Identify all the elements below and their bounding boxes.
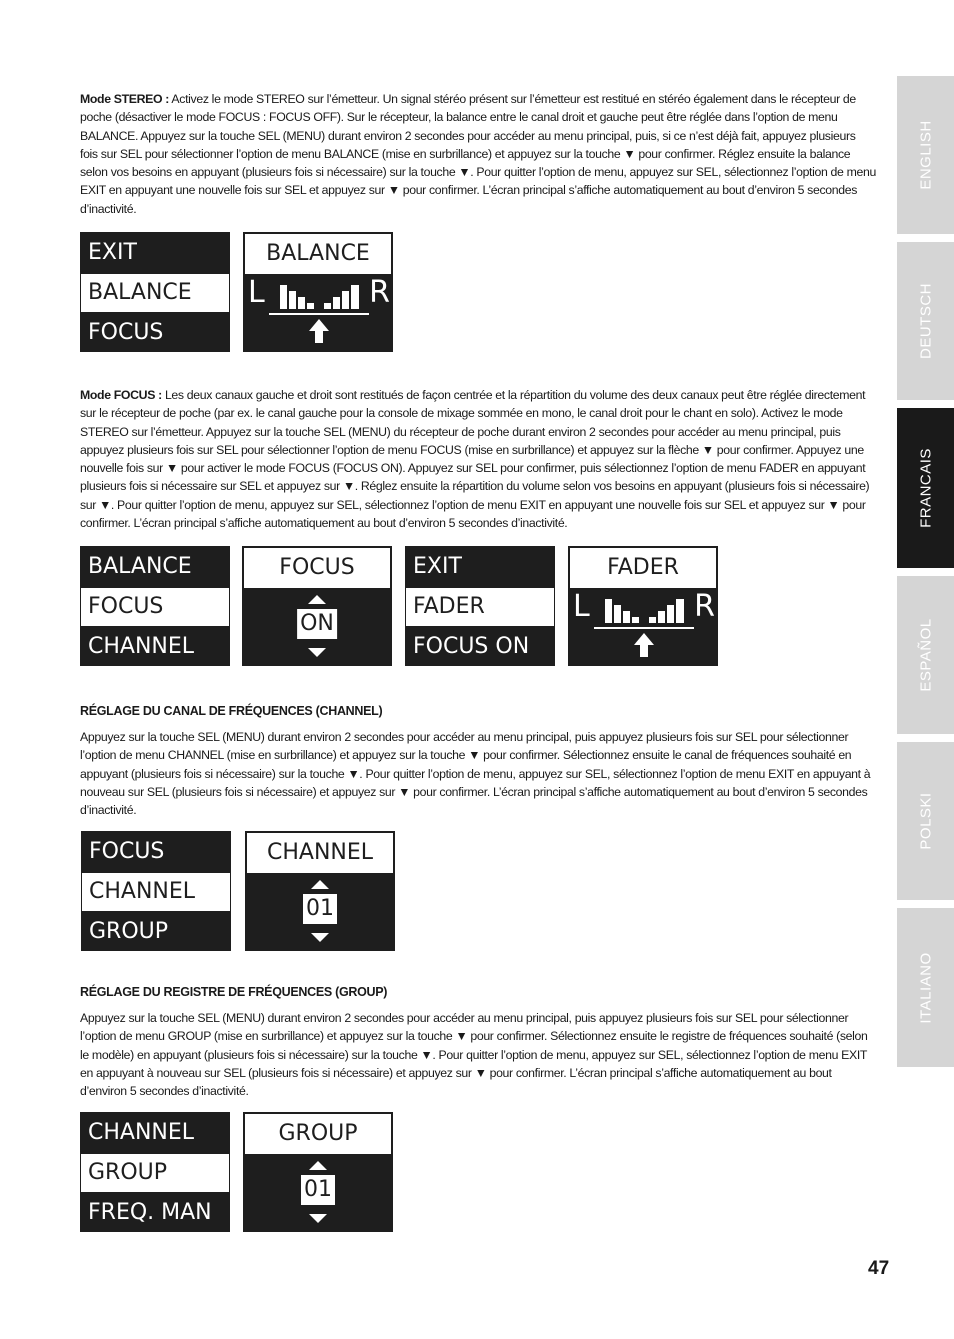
group-heading: RÉGLAGE DU REGISTRE DE FRÉQUENCES (GROUP) [80, 985, 388, 999]
menu-item-selected: FOCUS [81, 588, 229, 626]
lcd-focus-menu [80, 546, 230, 666]
menu-item: CHANNEL [88, 634, 195, 659]
page-number: 47 [868, 1258, 890, 1279]
balance-left-label: L [248, 275, 265, 310]
tab-english[interactable] [897, 76, 954, 234]
tab-label: FRANCAIS [917, 448, 934, 528]
focus-paragraph [80, 386, 876, 532]
menu-item-selected: BALANCE [81, 274, 229, 312]
value-selector [243, 587, 391, 665]
focus-text: Les deux canaux gauche et droit sont restitués de façon centrée et la répartition du volume des deux canaux peut être réglée directement sur le récepteur de poche (par ex. le canal gauche pour la console de mixage sommée en mono, le canal droit pour le chant en solo). Activez le mode STEREO sur l’émetteur. Appuyez sur la touche SEL (MENU) du récepteur de poche durant environ 2 secondes pour accéder au menu principal, puis appuyez plusieurs fois sur SEL pour sélectionner l’option de menu FOCUS (mise en surbrillance) et appuyez sur la flèche ▼ pour confirmer. Appuyez une nouvelle fois sur ▼ pour activer le mode FOCUS (FOCUS ON). Appuyez sur SEL pour confirmer, puis sélectionnez l’option de menu FADER en appuyant plusieurs fois si nécessaire sur SEL et appuyez sur ▼. Réglez ensuite la répartition du volume selon vos besoins en appuyant (plusieurs fois si nécessaire) sur ▼. Pour quitter l’option de menu, appuyez sur SEL, sélectionnez l’option de menu EXIT en appuyant une nouvelle fois sur SEL et appuyez sur ▼ pour confirmer. L’écran principal s’affiche automatiquement au bout d’environ 5 secondes d’inactivité. [80, 388, 870, 531]
fader-left-label: L [573, 589, 590, 624]
arrow-down-icon [308, 648, 326, 657]
tab-deutsch[interactable] [897, 242, 954, 400]
fader-meter [569, 587, 717, 665]
lcd-title: GROUP [245, 1114, 391, 1154]
value-selector [244, 1153, 392, 1231]
arrow-up-icon [309, 1161, 327, 1170]
balance-meter [244, 273, 392, 351]
stereo-text: Activez le mode STEREO sur l’émetteur. Un signal stéréo présent sur l’émetteur est restitué en stéréo également dans le récepteur de poche (désactiver le mode FOCUS : FOCUS OFF). Sur le récepteur, la balance entre le canal droit et gauche peut être réglée dans l’option de menu BALANCE. Appuyez sur la touche SEL (MENU) durant environ 2 secondes pour accéder au menu principal, puis, si ce n’est déjà fait, appuyez plusieurs fois sur SEL pour sélectionner l’option de menu BALANCE (mise en surbrillance) et appuyez sur la touche ▼ pour confirmer. Réglez ensuite la balance selon vos besoins en appuyant (plusieurs fois si nécessaire) sur la touche ▼. Pour quitter l’option de menu, appuyez sur SEL, sélectionnez l’option de menu EXIT en appuyant une nouvelle fois sur SEL et appuyez sur ▼ pour confirmer. L’écran principal s’affiche automatiquement au bout d’environ 5 secondes d’inactivité. [80, 92, 876, 216]
tab-espanol[interactable] [897, 576, 954, 734]
stereo-label: Mode STEREO : [80, 92, 170, 106]
menu-item: GROUP [89, 919, 169, 944]
lcd-group-value [243, 1112, 393, 1232]
arrow-up-icon [311, 880, 329, 889]
arrow-down-icon [309, 1214, 327, 1223]
menu-item: BALANCE [88, 554, 192, 579]
stereo-paragraph [80, 90, 876, 218]
menu-item-selected: GROUP [81, 1154, 229, 1192]
tab-label: ESPAÑOL [917, 618, 934, 692]
menu-item: CHANNEL [88, 1120, 195, 1145]
group-paragraph: Appuyez sur la touche SEL (MENU) durant environ 2 secondes pour accéder au menu principal, puis appuyez plusieurs fois sur SEL pour sélectionner l’option de menu GROUP (mise en surbrillance) et appuyez sur la touche ▼ pour confirmer. Sélectionnez ensuite le registre de fréquences souhaité (selon le modèle) en appuyant (plusieurs fois si nécessaire) sur la touche ▼. Pour quitter l’option de menu, appuyez sur SEL, sélectionnez l’option de menu EXIT en appuyant à nouveau sur SEL (plusieurs fois si nécessaire) et appuyez sur ▼ pour confirmer. L’écran principal s’affiche automatiquement au bout d’environ 5 secondes d’inactivité. [80, 1011, 868, 1099]
menu-item: EXIT [413, 554, 462, 579]
menu-item: FOCUS ON [413, 634, 530, 659]
tab-polski[interactable] [897, 742, 954, 900]
arrow-down-icon [311, 933, 329, 942]
lcd-channel-menu [81, 831, 231, 951]
lcd-group-menu [80, 1112, 230, 1232]
lcd-value: ON [297, 609, 337, 639]
lcd-value: 01 [303, 894, 337, 924]
menu-item: FOCUS [89, 839, 165, 864]
lcd-value: 01 [301, 1175, 335, 1205]
channel-heading: RÉGLAGE DU CANAL DE FRÉQUENCES (CHANNEL) [80, 704, 383, 718]
lcd-balance [243, 232, 393, 352]
menu-item-selected: CHANNEL [82, 873, 230, 911]
lcd-title: CHANNEL [247, 833, 393, 873]
tab-label: POLSKI [917, 792, 934, 850]
arrow-up-icon [308, 595, 326, 604]
fader-right-label: R [694, 589, 715, 624]
lcd-title: BALANCE [245, 234, 391, 274]
menu-item: EXIT [88, 240, 137, 265]
menu-item: FREQ. MAN [88, 1200, 212, 1225]
lcd-fader [568, 546, 718, 666]
tab-italiano[interactable] [897, 908, 954, 1067]
tab-label: ITALIANO [917, 951, 934, 1024]
lcd-stereo-menu [80, 232, 230, 352]
tab-label: ENGLISH [917, 120, 934, 190]
lcd-title: FADER [570, 548, 716, 588]
menu-item: FOCUS [88, 320, 164, 345]
value-selector [246, 872, 394, 950]
channel-paragraph: Appuyez sur la touche SEL (MENU) durant environ 2 secondes pour accéder au menu principal, puis appuyez plusieurs fois sur SEL pour sélectionner l’option de menu CHANNEL (mise en surbrillance) et appuyez sur la touche ▼ pour confirmer. Sélectionnez ensuite le canal de fréquences souhaité en appuyant (plusieurs fois si nécessaire) sur la touche ▼. Pour quitter l’option de menu, appuyez sur SEL, sélectionnez l’option de menu EXIT en appuyant à nouveau sur SEL (plusieurs fois si nécessaire) et appuyez sur ▼ pour confirmer. L’écran principal s’affiche automatiquement au bout d’environ 5 secondes d’inactivité. [80, 730, 871, 818]
lcd-fader-menu [405, 546, 555, 666]
focus-label: Mode FOCUS : [80, 388, 162, 402]
tab-francais[interactable] [897, 408, 954, 568]
lcd-channel-value [245, 831, 395, 951]
menu-item-selected: FADER [406, 588, 554, 626]
lcd-focus-value [242, 546, 392, 666]
lcd-title: FOCUS [244, 548, 390, 588]
tab-label: DEUTSCH [917, 282, 934, 360]
balance-right-label: R [369, 275, 390, 310]
